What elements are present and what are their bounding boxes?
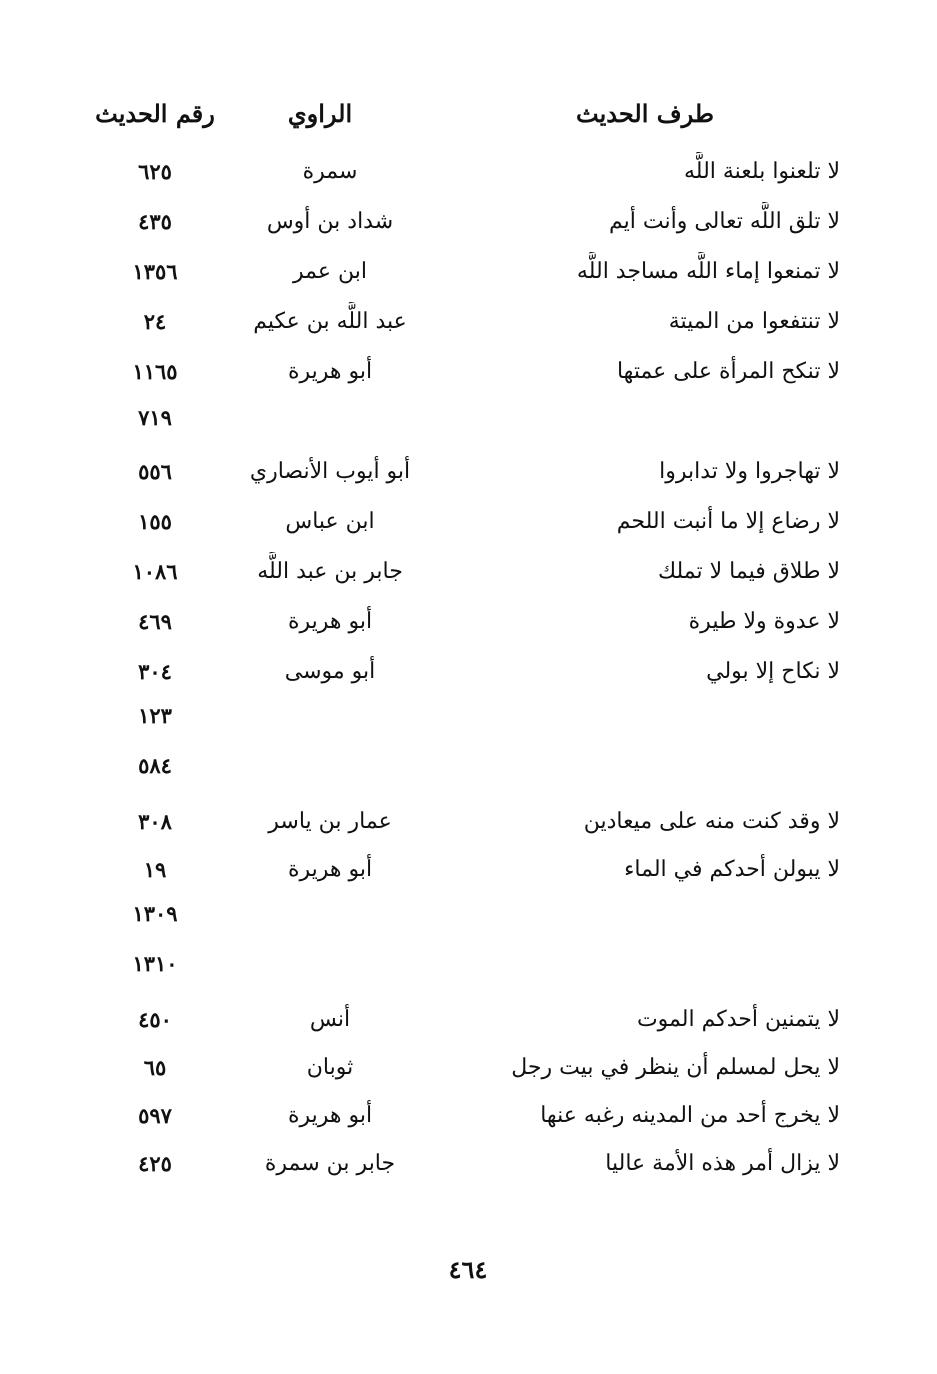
hadith-text: [440, 894, 840, 934]
table-row: [0, 202, 937, 242]
hadith-number: ٢٤: [143, 309, 167, 334]
hadith-number: ٤٦٩: [138, 609, 172, 634]
hadith-text: لا طلاق فيما لا تملك: [657, 559, 840, 584]
table-row: [0, 746, 937, 786]
table-row: [0, 152, 937, 192]
hadith-text: [440, 944, 840, 984]
hadith-text: لا وقد كنت منه على ميعادين: [583, 809, 840, 834]
hadith-number: ٤٥٠: [138, 1007, 172, 1032]
hadith-text: [440, 696, 840, 736]
table-row: [0, 1096, 937, 1136]
hadith-text: لا تنكح المرأة على عمتها: [616, 359, 840, 384]
hadith-number: ١٣٠٩: [132, 901, 178, 926]
hadith-number: ٥٥٦: [138, 459, 172, 484]
table-row: [0, 1144, 937, 1184]
hadith-number: ٧١٩: [138, 405, 172, 430]
table-row: [0, 252, 937, 292]
table-row: [0, 944, 937, 984]
table-row: [0, 696, 937, 736]
header-narrator: الراوي: [287, 99, 353, 128]
table-row: [0, 302, 937, 342]
hadith-text: لا يحل لمسلم أن ينظر في بيت رجل: [511, 1055, 840, 1080]
hadith-text: لا تمنعوا إماء اللَّه مساجد اللَّه: [576, 259, 840, 284]
narrator-name: أبو موسى: [284, 659, 376, 684]
narrator-name: شداد بن أوس: [266, 209, 394, 234]
table-row: [0, 802, 937, 842]
table-row: [0, 602, 937, 642]
hadith-number: ٣٠٨: [138, 809, 172, 834]
table-row: [0, 1048, 937, 1088]
hadith-number: ٤٣٥: [138, 209, 172, 234]
narrator-name: جابر بن عبد اللَّه: [257, 559, 403, 584]
hadith-text: لا يتمنين أحدكم الموت: [636, 1007, 840, 1032]
hadith-text: لا يخرج أحد من المدينه رغبه عنها: [540, 1103, 840, 1128]
narrator-name: ابن عباس: [285, 509, 375, 534]
narrator-name: أبو هريرة: [287, 857, 373, 882]
narrator-name: أبو هريرة: [287, 1103, 373, 1128]
narrator-name: [210, 944, 450, 984]
narrator-name: [210, 894, 450, 934]
table-row: [0, 652, 937, 692]
narrator-name: أبو أيوب الأنصاري: [249, 459, 411, 484]
hadith-number: ١٠٨٦: [132, 559, 178, 584]
table-row: [0, 502, 937, 542]
hadith-text: لا تلعنوا بلعنة اللَّه: [683, 159, 840, 184]
hadith-text: لا يبولن أحدكم في الماء: [624, 857, 840, 882]
hadith-number: ٣٠٤: [138, 659, 172, 684]
narrator-name: ابن عمر: [293, 259, 367, 284]
narrator-name: أبو هريرة: [287, 609, 373, 634]
hadith-number: ٥٨٤: [138, 753, 172, 778]
hadith-number: ١٣٥٦: [132, 259, 178, 284]
header-number: رقم الحديث: [95, 99, 215, 128]
table-row: [0, 1000, 937, 1040]
hadith-text: [440, 398, 840, 438]
narrator-name: أنس: [309, 1007, 351, 1032]
narrator-name: أبو هريرة: [287, 359, 373, 384]
narrator-name: ثوبان: [306, 1055, 354, 1080]
narrator-name: جابر بن سمرة: [264, 1151, 396, 1176]
hadith-text: لا تلق اللَّه تعالى وأنت أيم: [609, 209, 840, 234]
narrator-name: [210, 696, 450, 736]
hadith-text: لا يزال أمر هذه الأمة عاليا: [605, 1151, 840, 1176]
page-number: ٤٦٤: [448, 1255, 488, 1284]
narrator-name: عبد اللَّه بن عكيم: [253, 309, 407, 334]
table-row: [0, 398, 937, 438]
hadith-number: ٦٢٥: [138, 159, 172, 184]
narrator-name: [210, 398, 450, 438]
narrator-name: [210, 746, 450, 786]
table-row: [0, 452, 937, 492]
table-row: [0, 352, 937, 392]
hadith-text: لا عدوة ولا طيرة: [688, 609, 840, 634]
hadith-number: ٤٢٥: [138, 1151, 172, 1176]
hadith-number: ٦٥: [143, 1055, 167, 1080]
table-row: [0, 850, 937, 890]
table-row: [0, 894, 937, 934]
narrator-name: عمار بن ياسر: [268, 809, 392, 834]
hadith-number: ١٢٣: [138, 703, 172, 728]
narrator-name: سمرة: [302, 159, 358, 184]
hadith-number: ١٣١٠: [132, 951, 178, 976]
hadith-number: ١١٦٥: [132, 359, 178, 384]
header-hadith: طرف الحديث: [576, 99, 714, 128]
hadith-text: [440, 746, 840, 786]
hadith-text: لا نكاح إلا بولي: [706, 659, 840, 684]
table-row: [0, 552, 937, 592]
hadith-text: لا تنتفعوا من الميتة: [668, 309, 840, 334]
hadith-number: ٥٩٧: [138, 1103, 172, 1128]
hadith-number: ١٥٥: [138, 509, 172, 534]
hadith-text: لا تهاجروا ولا تدابروا: [659, 459, 840, 484]
hadith-text: لا رضاع إلا ما أنبت اللحم: [616, 509, 840, 534]
hadith-number: ١٩: [143, 857, 167, 882]
